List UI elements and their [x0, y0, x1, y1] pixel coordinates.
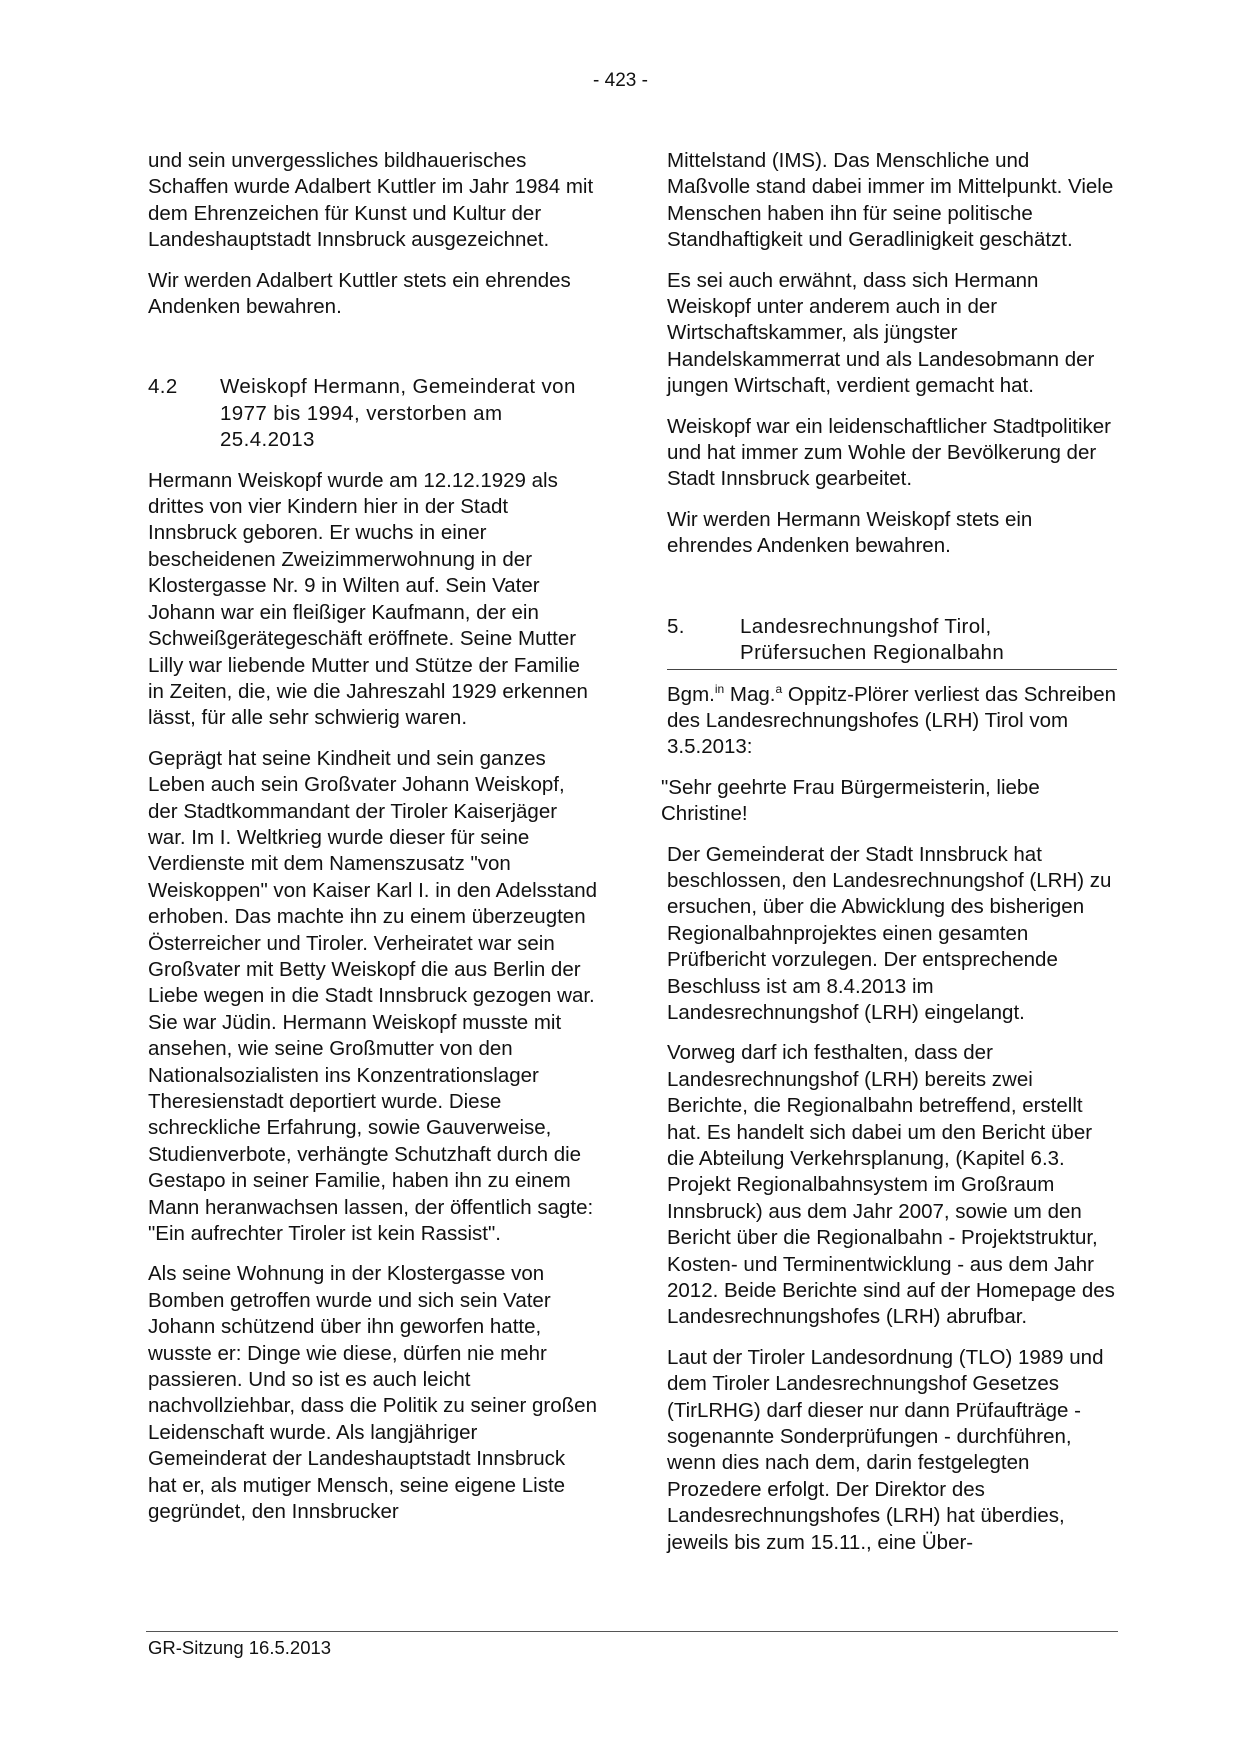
speaker-title: Bgm. [667, 682, 715, 706]
section-heading-4-2 [148, 374, 598, 453]
paragraph: Vorweg darf ich festhalten, dass der Landesrechnungshof (LRH) bereits zwei Berichte, die Regionalbahn betreffend, erstellt hat. Es handelt sich dabei um den Bericht über die Abteilung Verkehrsplanung, (Kapitel 6.3. Projekt Regionalbahnsystem im Großraum Innsbruck) aus dem Jahr 2007, sowie um den Bericht über die Regionalbahn - Projektstruktur, Kosten- und Terminentwicklung - aus dem Jahr 2012. Beide Berichte sind auf der Homepage des Landesrechnungshofes (LRH) abrufbar. [667, 1041, 1115, 1329]
letter-salutation: "Sehr geehrte Frau Bürgermeisterin, liebe Christine! [661, 775, 1040, 826]
paragraph: Als seine Wohnung in der Klostergasse von Bomben getroffen wurde und sich sein Vater Johann schützend über ihn geworfen hatte, wusste er: Dinge wie diese, dürfen nie mehr passieren. Und so ist es auch leicht nachvollziehbar, dass die Politik zu seiner großen Leidenschaft wurde. Als langjähriger Gemeinderat der Landeshauptstadt Innsbruck hat er, als mutiger Mensch, seine eigene Liste gegründet, den Innsbrucker [148, 1262, 597, 1524]
paragraph: Geprägt hat seine Kindheit und sein ganzes Leben auch sein Großvater Johann Weiskopf, der Stadtkommandant der Tiroler Kaiserjäger war. Im I. Weltkrieg wurde dieser für seine Verdienste mit dem Namenszusatz "von Weiskoppen" von Kaiser Karl I. in den Adelsstand erhoben. Das machte ihn zu einem überzeugten Österreicher und Tiroler. Verheiratet war sein Großvater mit Betty Weiskopf die aus Berlin der Liebe wegen in die Stadt Innsbruck gezogen war. Sie war Jüdin. Hermann Weiskopf musste mit ansehen, wie seine Großmutter von den Nationalsozialisten ins Konzentrationslager Theresienstadt deportiert wurde. Diese schreckliche Erfahrung, sowie Gauverweise, Studienverbote, verhängte Schutzhaft durch die Gestapo in seiner Familie, haben ihn zu einem Mann heranwachsen lassen, der öffentlich sagte: "Ein aufrechter Tiroler ist kein Rassist". [148, 746, 598, 1246]
paragraph: Mittelstand (IMS). Das Menschliche und Maßvolle stand dabei immer im Mittelpunkt. Viele Menschen haben ihn für seine politische Standhaftigkeit und Geradlinigkeit geschätzt. [667, 149, 1114, 252]
paragraph: Laut der Tiroler Landesordnung (TLO) 1989 und dem Tiroler Landesrechnungshof Gesetzes (TirLRHG) darf dieser nur dann Prüfaufträge - sogenannte Sonderprüfungen - durchführen, wenn dies nach dem, darin festgelegten Prozedere erfolgt. Der Direktor des Landesrechnungshofes (LRH) hat überdies, jeweils bis zum 15.11., eine Über- [667, 1345, 1104, 1554]
left-column [148, 148, 598, 1540]
section-number: 4.2 [148, 375, 178, 399]
section-heading-5 [667, 614, 1117, 670]
paragraph: Weiskopf war ein leidenschaftlicher Stadtpolitiker und hat immer zum Wohle der Bevölkerung der Stadt Innsbruck gearbeitet. [667, 414, 1112, 491]
right-column [661, 148, 1117, 1570]
paragraph: Der Gemeinderat der Stadt Innsbruck hat beschlossen, den Landesrechnungshof (LRH) zu ersuchen, über die Abwicklung des bisherigen Regionalbahnprojektes einen gesamten Prüfbericht vorzulegen. Der entsprechende Beschluss ist am 8.4.2013 im Landesrechnungshof (LRH) eingelangt. [667, 842, 1112, 1024]
paragraph: Wir werden Hermann Weiskopf stets ein ehrendes Andenken bewahren. [667, 507, 1033, 558]
speaker-title-suffix: in [714, 681, 725, 696]
page-number: - 423 - [593, 70, 648, 91]
section-title: Landesrechnungshof Tirol, Prüfersuchen Regionalbahn [740, 614, 1005, 665]
paragraph: Wir werden Adalbert Kuttler stets ein ehrendes Andenken bewahren. [148, 268, 571, 319]
section-title: Weiskopf Hermann, Gemeinderat von 1977 bis 1994, verstorben am 25.4.2013 [220, 375, 576, 452]
speaker-paragraph [667, 682, 1117, 761]
speaker-degree-suffix: a [775, 681, 783, 696]
spacer [667, 574, 1117, 614]
spacer [148, 334, 598, 374]
footer-divider [146, 1631, 1118, 1632]
paragraph: und sein unvergessliches bildhauerisches Schaffen wurde Adalbert Kuttler im Jahr 1984 mit dem Ehrenzeichen für Kunst und Kultur der Landeshauptstadt Innsbruck ausgezeichnet. [148, 149, 594, 252]
footer-session: GR-Sitzung 16.5.2013 [148, 1637, 332, 1658]
paragraph: Es sei auch erwähnt, dass sich Hermann Weiskopf unter anderem auch in der Wirtschaftskammer, als jüngster Handelskammerrat und als Landesobmann der jungen Wirtschaft, verdient gemacht hat. [667, 268, 1095, 398]
paragraph: Hermann Weiskopf wurde am 12.12.1929 als drittes von vier Kindern hier in der Stadt Innsbruck geboren. Er wuchs in einer bescheidenen Zweizimmerwohnung in der Klostergasse Nr. 9 in Wilten auf. Sein Vater Johann war ein fleißiger Kaufmann, der ein Schweißgerätegeschäft eröffnete. Seine Mutter Lilly war liebende Mutter und Stütze der Familie in Zeiten, die, wie die Jahreszahl 1929 erkennen lässt, für alle sehr schwierig waren. [148, 468, 588, 730]
speaker-text: Oppitz-Plörer verliest das Schreiben des Landesrechnungshofes (LRH) Tirol vom 3.5.2013: [667, 682, 1117, 759]
section-number: 5. [667, 614, 685, 638]
speaker-degree: Mag. [724, 682, 776, 706]
